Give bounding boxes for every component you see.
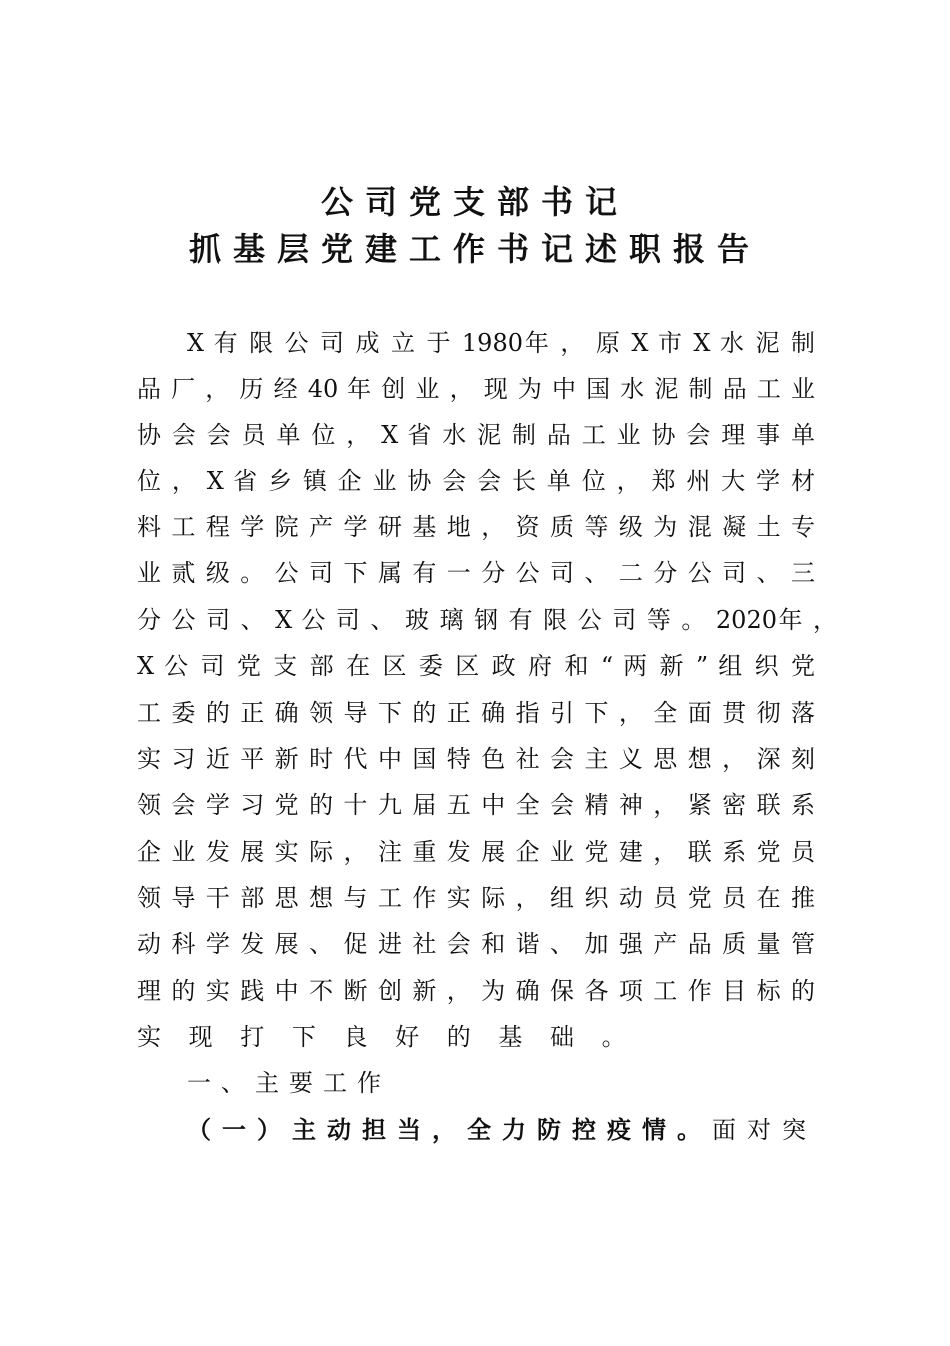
subsection-line (187, 1115, 815, 1145)
paragraph-line: 实 习 近 平 新 时 代 中 国 特 色 社 会 主 义 思 想 ， 深 刻 (137, 745, 815, 773)
paragraph-line: 业 贰 级 。 公 司 下 属 有 一 分 公 司 、 二 分 公 司 、 三 (137, 559, 815, 587)
paragraph-line: 领 导 干 部 思 想 与 工 作 实 际 ， 组 织 动 员 党 员 在 推 (137, 884, 815, 912)
paragraph-line: 分 公 司 、 X 公 司 、 玻 璃 钢 有 限 公 司 等 。 2020年 ， (137, 606, 837, 634)
title-line-1: 公司党支部书记 (320, 183, 629, 221)
subsection-text: 面对突 (712, 1116, 815, 1144)
paragraph-line: X 有 限 公 司 成 立 于 1980年 ， 原 X 市 X 水 泥 制 (187, 329, 815, 357)
paragraph-line: 品 厂 ， 历 经 40 年 创 业 ， 现 为 中 国 水 泥 制 品 工 业 (137, 375, 815, 403)
paragraph-line: 协 会 会 员 单 位 ， X 省 水 泥 制 品 工 业 协 会 理 事 单 (137, 421, 815, 449)
paragraph-line: 位 ， X 省 乡 镇 企 业 协 会 会 长 单 位 ， 郑 州 大 学 材 (137, 467, 815, 495)
paragraph-line: 实 现 打 下 良 好 的 基 础 。 (137, 1023, 636, 1051)
paragraph-line: 动 科 学 发 展 、 促 进 社 会 和 谐 、 加 强 产 品 质 量 管 (137, 930, 815, 958)
paragraph-line: 料 工 程 学 院 产 学 研 基 地 ， 资 质 等 级 为 混 凝 土 专 (137, 513, 815, 541)
paragraph-line: 企 业 发 展 实 际 ， 注 重 发 展 企 业 党 建 ， 联 系 党 员 (137, 838, 815, 866)
subsection-bold-title: （一）主动担当，全力防控疫情。 (187, 1116, 712, 1144)
paragraph-line: 工 委 的 正 确 领 导 下 的 正 确 指 引 下 ， 全 面 贯 彻 落 (137, 699, 815, 727)
paragraph-line: 领 会 学 习 党 的 十 九 届 五 中 全 会 精 神 ， 紧 密 联 系 (137, 791, 815, 819)
paragraph-line: X 公 司 党 支 部 在 区 委 区 政 府 和 “ 两 新 ” 组 织 党 (137, 652, 815, 680)
paragraph-line: 理 的 实 践 中 不 断 创 新 ， 为 确 保 各 项 工 作 目 标 的 (137, 977, 815, 1005)
title-line-2: 抓基层党建工作书记述职报告 (188, 230, 761, 268)
section-heading: 一、主要工作 (187, 1069, 391, 1097)
